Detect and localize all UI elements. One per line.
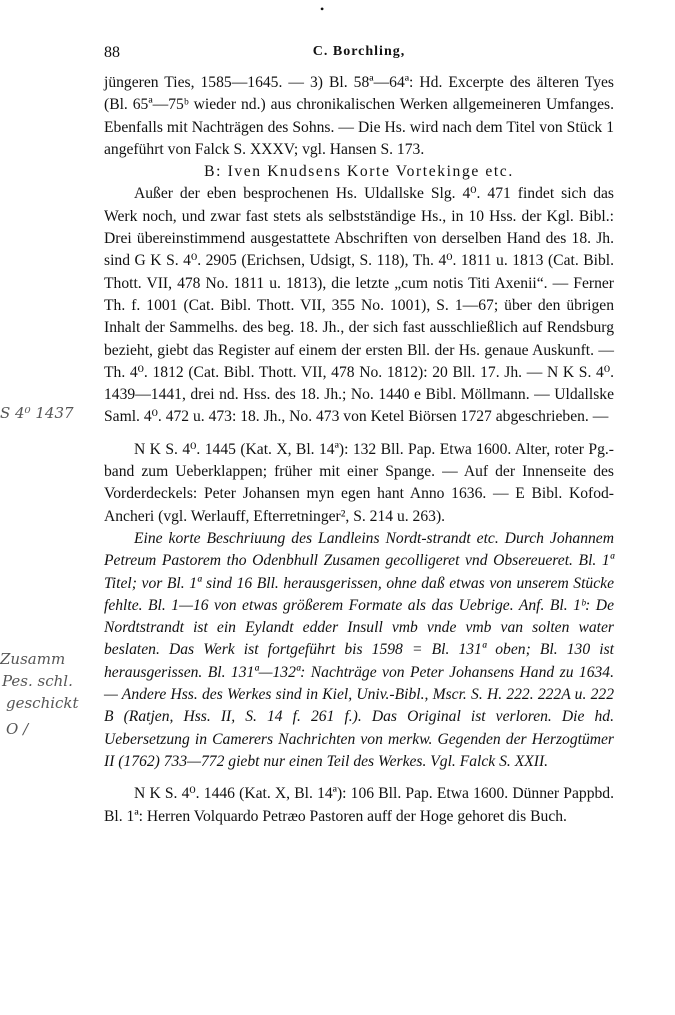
paragraph-4: Eine korte Beschriuung des Landleins Nordt-strandt etc. Durch Johannem Petreum Pastorem tho Odenbhull Zusamen gecolligeret vnd Obsereueret. Bl. 1ª Titel; vor Bl. 1ª sind 16 Bll. herausgerissen, ohne daß etwas von unserem Stücke fehlte. Bl. 1—16 von etwas größerem Formate als das Uebrige. Anf. Bl. 1ᵇ: De Nordtstrandt ist ein Eylandt edder Insull vmb vnde vmb van solten water beslaten. Das Werk ist fortgeführt bis 1598 = Bl. 131ª oben; Bl. 130 ist herausgerissen. Bl. 131ª—132ª: Nachträge von Peter Johansens Hand zu 1634. — Andere Hss. des Werkes sind in Kiel, Univ.-Bibl., Mscr. S. H. 222. 222A u. 222 B (Ratjen, Hss. II, S. 14 f. 261 f.). Das Original ist verloren. Die hd. Uebersetzung in Camerers Nachrichten von merkw. Gegenden der Herzogtümer II (1762) 733—772 giebt nur einen Teil des Werkes. Vgl. Falck S. XXII. (104, 529, 614, 770)
margin-note: Pes. schl. (2, 672, 73, 690)
body-text (104, 72, 614, 828)
margin-note: geschickt (6, 694, 79, 712)
page-number: 88 (104, 44, 120, 61)
top-mark: • (320, 2, 325, 16)
section-heading-b: B: Iven Knudsens Korte Vortekinge etc. (204, 163, 514, 181)
paragraph-5: N K S. 4⁰. 1446 (Kat. X, Bl. 14ª): 106 Bll. Pap. Etwa 1600. Dünner Pappbd. Bl. 1ª: Herren Volquardo Petræo Pastoren auff der Hoge gehoret dis Buch. (104, 785, 614, 825)
paragraph-1: jüngeren Ties, 1585—1645. — 3) Bl. 58ª—64ª: Hd. Excerpte des älteren Tyes (Bl. 65ª—75ᵇ wieder nd.) aus chronikalischen Werken allgemeineren Umfanges. Ebenfalls mit Nachträgen des Sohns. — Die Hs. wird nach dem Titel von Stück 1 angeführt von Falck S. XXXV; vgl. Hansen S. 173. (104, 74, 614, 158)
paragraph-2: Außer der eben besprochenen Hs. Uldallske Slg. 4⁰. 471 findet sich das Werk noch, und zwar fast stets als selbstständige Hs., in 10 Hss. der Kgl. Bibl.: Drei übereinstimmend ausgestattete Abschriften von derselben Hand des 18. Jh. sind G K S. 4⁰. 2905 (Erichsen, Udsigt, S. 118), Th. 4⁰. 1811 u. 1813 (Cat. Bibl. Thott. VII, 478 No. 1811 u. 1813), die letzte „cum notis Titi Axenii“. — Ferner Th. f. 1001 (Cat. Bibl. Thott. VII, 355 No. 1001), S. 1—67; über den übrigen Inhalt der Sammelhs. des beg. 18. Jh., der sich fast ausschließlich auf Rendsburg bezieht, giebt das Register auf einem der ersten Bll. der Hs. genaue Auskunft. — Th. 4⁰. 1812 (Cat. Bibl. Thott. VII, 478 No. 1812): 20 Bll. 17. Jh. — N K S. 4⁰. 1439—1441, drei nd. Hss. des 18. Jh.; No. 1440 e Bibl. Möllmann. — Uldallske Saml. 4⁰. 472 u. 473: 18. Jh., No. 473 von Ketel Biörsen 1727 abgeschrieben. — (104, 185, 614, 426)
margin-note: S 4⁰ 1437 (0, 404, 74, 422)
margin-note: Zusamm (0, 650, 66, 668)
page-header (104, 44, 614, 66)
running-head: C. Borchling, (312, 44, 406, 59)
margin-note: O / (6, 720, 29, 738)
paragraph-3: N K S. 4⁰. 1445 (Kat. X, Bl. 14ª): 132 Bll. Pap. Etwa 1600. Alter, roter Pg.-band zum Ueberklappen; früher mit einer Spange. — Auf der Innenseite des Vorderdeckels: Peter Johansen myn egen hant Anno 1636. — E Bibl. Kofod-Ancheri (vgl. Werlauff, Efterretninger², S. 214 u. 263). (104, 440, 614, 525)
